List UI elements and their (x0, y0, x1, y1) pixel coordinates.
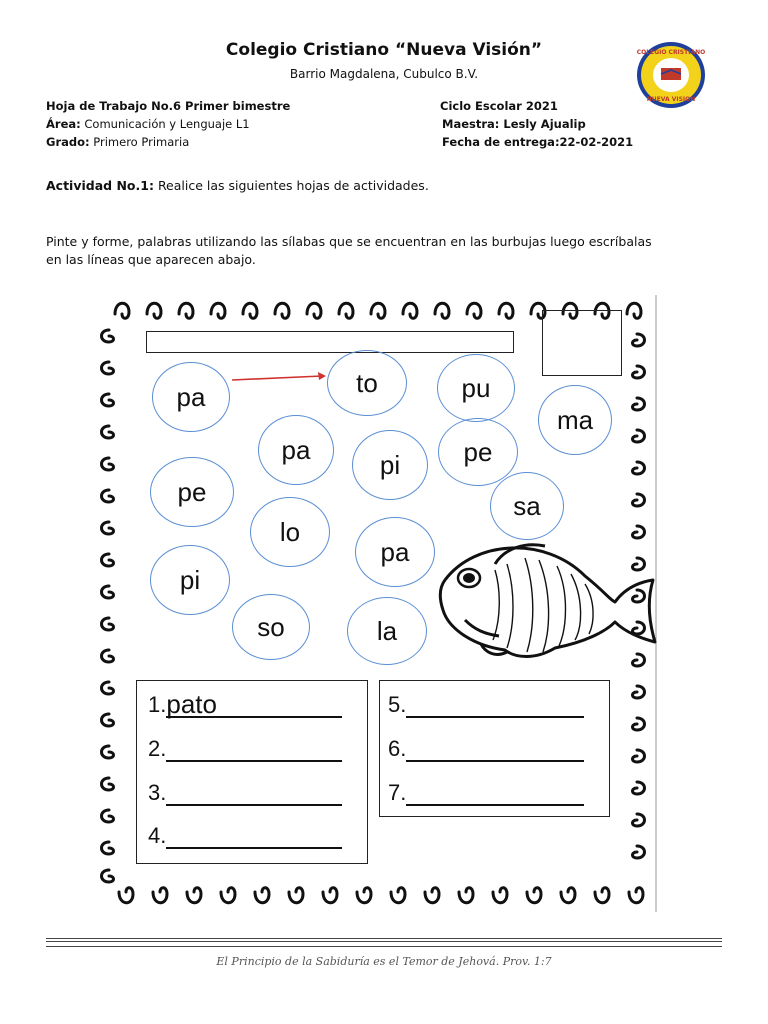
answer-value[interactable] (406, 780, 584, 806)
answer-value[interactable] (406, 692, 584, 718)
answer-line-6[interactable] (388, 736, 584, 762)
activity-label: Actividad No.1: (46, 178, 154, 193)
syllable-bubble[interactable]: to (327, 350, 407, 416)
grade-value: Primero Primaria (93, 135, 190, 149)
answer-line-7[interactable] (388, 780, 584, 806)
footer-divider (46, 938, 722, 947)
answer-value[interactable] (166, 823, 342, 849)
due-date: Fecha de entrega:22-02-2021 (442, 135, 634, 149)
answer-number: 6. (388, 736, 407, 761)
school-logo (636, 40, 706, 110)
area-row (46, 117, 250, 131)
instructions-line-2: en las líneas que aparecen abajo. (46, 252, 256, 267)
syllable-bubble[interactable]: pi (352, 430, 428, 500)
answer-line-2[interactable] (148, 736, 342, 762)
school-cycle: Ciclo Escolar 2021 (440, 99, 558, 113)
logo-text-bottom: NUEVA VISION (646, 96, 696, 103)
answer-value[interactable]: pato (166, 692, 342, 718)
instructions-line-1: Pinte y forme, palabras utilizando las sílabas que se encuentran en las burbujas luego escríbalas (46, 234, 652, 249)
fish-icon (435, 540, 665, 670)
syllable-bubble[interactable]: pa (355, 517, 435, 587)
syllable-bubble[interactable]: so (232, 594, 310, 660)
answer-value[interactable] (166, 736, 342, 762)
answer-line-5[interactable] (388, 692, 584, 718)
footer-verse: El Principio de la Sabiduría es el Temor de Jehová. Prov. 1:7 (216, 955, 552, 968)
area-value: Comunicación y Lenguaje L1 (84, 117, 250, 131)
answer-number: 7. (388, 780, 407, 805)
syllable-bubble[interactable]: sa (490, 472, 564, 540)
logo-text-top: COLEGIO CRISTIANO (636, 49, 706, 56)
name-box[interactable] (146, 331, 514, 353)
answer-number: 5. (388, 692, 407, 717)
syllable-bubble[interactable]: pa (152, 362, 230, 432)
syllable-bubble[interactable]: pu (437, 354, 515, 422)
activity-row (46, 178, 429, 193)
answer-number: 4. (148, 823, 167, 848)
syllable-bubble[interactable]: pi (150, 545, 230, 615)
grade-label: Grado: (46, 135, 90, 149)
syllable-bubble[interactable]: ma (538, 385, 612, 455)
syllable-bubble[interactable]: lo (250, 497, 330, 567)
syllable-bubble[interactable]: la (347, 597, 427, 665)
activity-text: Realice las siguientes hojas de actividades. (157, 178, 429, 193)
syllable-bubble[interactable]: pa (258, 415, 334, 485)
answer-value[interactable] (166, 780, 342, 806)
teacher-name: Maestra: Lesly Ajualip (442, 117, 586, 131)
answer-line-3[interactable] (148, 780, 342, 806)
syllable-bubble[interactable]: pe (150, 457, 234, 527)
grade-row (46, 135, 189, 149)
answer-number: 2. (148, 736, 167, 761)
red-arrow (230, 370, 330, 386)
answer-line-4[interactable] (148, 823, 342, 849)
answer-number: 1. (148, 692, 167, 717)
answer-value[interactable] (406, 736, 584, 762)
syllable-bubble[interactable]: pe (438, 418, 518, 486)
school-title: Colegio Cristiano “Nueva Visión” (225, 40, 543, 60)
answer-line-1[interactable] (148, 689, 342, 719)
worksheet-label: Hoja de Trabajo No.6 Primer bimestre (46, 99, 291, 113)
area-label: Área: (46, 117, 81, 131)
school-address: Barrio Magdalena, Cubulco B.V. (289, 67, 479, 81)
picture-box[interactable] (542, 310, 622, 376)
answer-number: 3. (148, 780, 167, 805)
